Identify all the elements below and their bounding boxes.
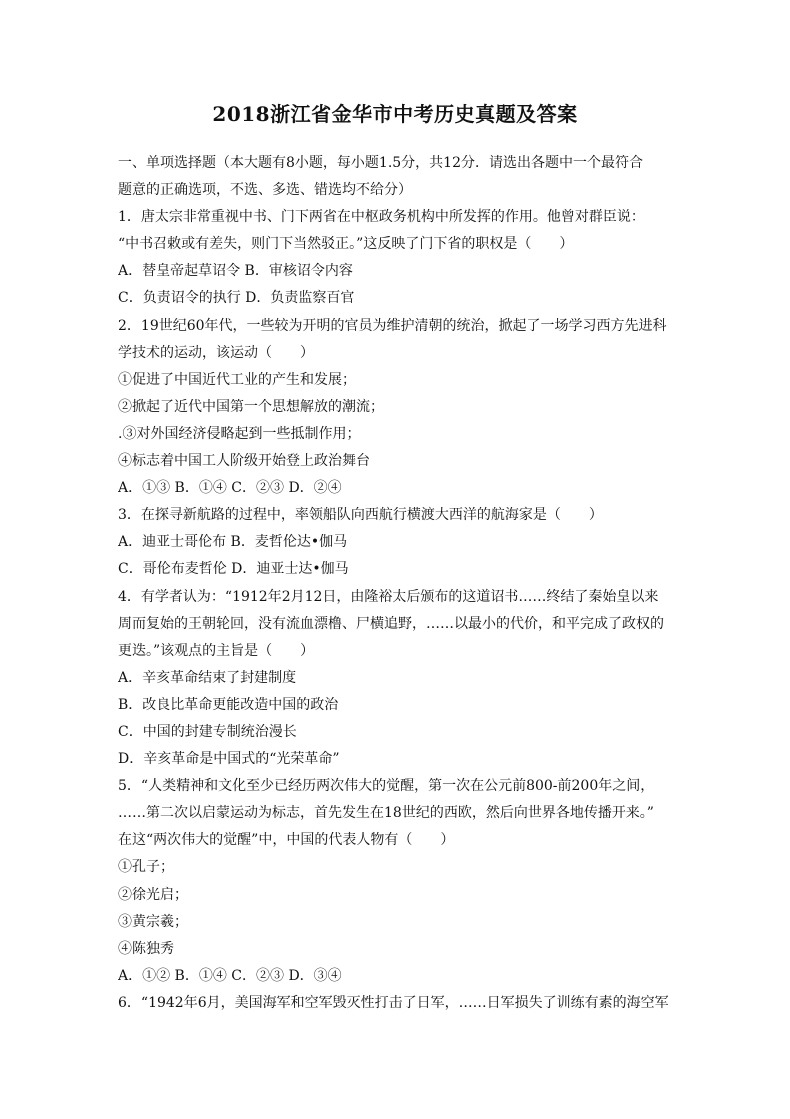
text-line: C．中国的封建专制统治漫长 (118, 723, 297, 740)
text-line: 一、单项选择题（本大题有8小题，每小题1.5分，共12分．请选出各题中一个最符合 (118, 155, 643, 171)
text-line: 题意的正确选项，不选、多选、错选均不给分） (118, 182, 412, 199)
text-line: 6．“1942年6月，美国海军和空军毁灭性打击了日军，……日军损失了训练有素的海空军 (118, 994, 669, 1011)
text-line: ②掀起了近代中国第一个思想解放的潮流； (118, 398, 384, 415)
text-line: ①孔子； (118, 859, 174, 876)
text-line: ③黄宗羲； (118, 913, 188, 930)
text-line: 4．有学者认为：“1912年2月12日，由隆裕太后颁布的这道诏书……终结了秦始皇以来 (118, 588, 659, 605)
text-line: A．①② B．①④ C．②③ D．③④ (118, 967, 342, 984)
text-line: 在这“两次伟大的觉醒”中，中国的代表人物有（ ） (118, 832, 455, 849)
text-line: A．迪亚士哥伦布 B．麦哲伦达•伽马 (118, 534, 348, 551)
text-line: 更迭。”该观点的主旨是（ ） (118, 642, 315, 659)
text-line: D．辛亥革命是中国式的“光荣革命” (118, 751, 340, 768)
text-line: C．负责诏令的执行 D．负责监察百官 (118, 290, 355, 307)
text-line: 5．“人类精神和文化至少已经历两次伟大的觉醒，第一次在公元前800-前200年之间， (118, 778, 655, 795)
text-line: 3．在探寻新航路的过程中，率领船队向西航行横渡大西洋的航海家是（ ） (118, 507, 603, 524)
text-line: .③对外国经济侵略起到一些抵制作用； (118, 425, 361, 442)
text-line: A．辛亥革命结束了封建制度 (118, 669, 297, 686)
text-line: B．改良比革命更能改造中国的政治 (118, 696, 339, 713)
text-line: “中书召敕或有差失，则门下当然驳正。”这反映了门下省的职权是（ ） (118, 236, 574, 253)
document-body (118, 150, 678, 1017)
text-line: C．哥伦布麦哲伦 D．迪亚士达•伽马 (118, 561, 349, 578)
text-line: A．①③ B．①④ C．②③ D．②④ (118, 480, 342, 497)
text-line: 2．19世纪60年代，一些较为开明的官员为维护清朝的统治，掀起了一场学习西方先进科 (118, 317, 667, 334)
text-line: 1．唐太宗非常重视中书、门下两省在中枢政务机构中所发挥的作用。他曾对群臣说： (118, 209, 645, 226)
text-line: ④标志着中国工人阶级开始登上政治舞台 (118, 453, 370, 470)
text-line: A．替皇帝起草诏令 B．审核诏令内容 (118, 263, 353, 280)
text-line: ……第二次以启蒙运动为标志，首先发生在18世纪的西欧，然后向世界各地传播开来。” (118, 805, 654, 822)
text-line: ④陈独秀 (118, 940, 174, 957)
text-line: ①促进了中国近代工业的产生和发展； (118, 371, 356, 388)
text-line: 学技术的运动，该运动（ ） (118, 344, 314, 361)
text-line: ②徐光启； (118, 886, 188, 903)
text-line: 周而复始的王朝轮回，没有流血漂橹、尸横追野，……以最小的代价，和平完成了政权的 (118, 615, 664, 632)
document-title: 2018浙江省金华市中考历史真题及答案 (212, 102, 578, 126)
